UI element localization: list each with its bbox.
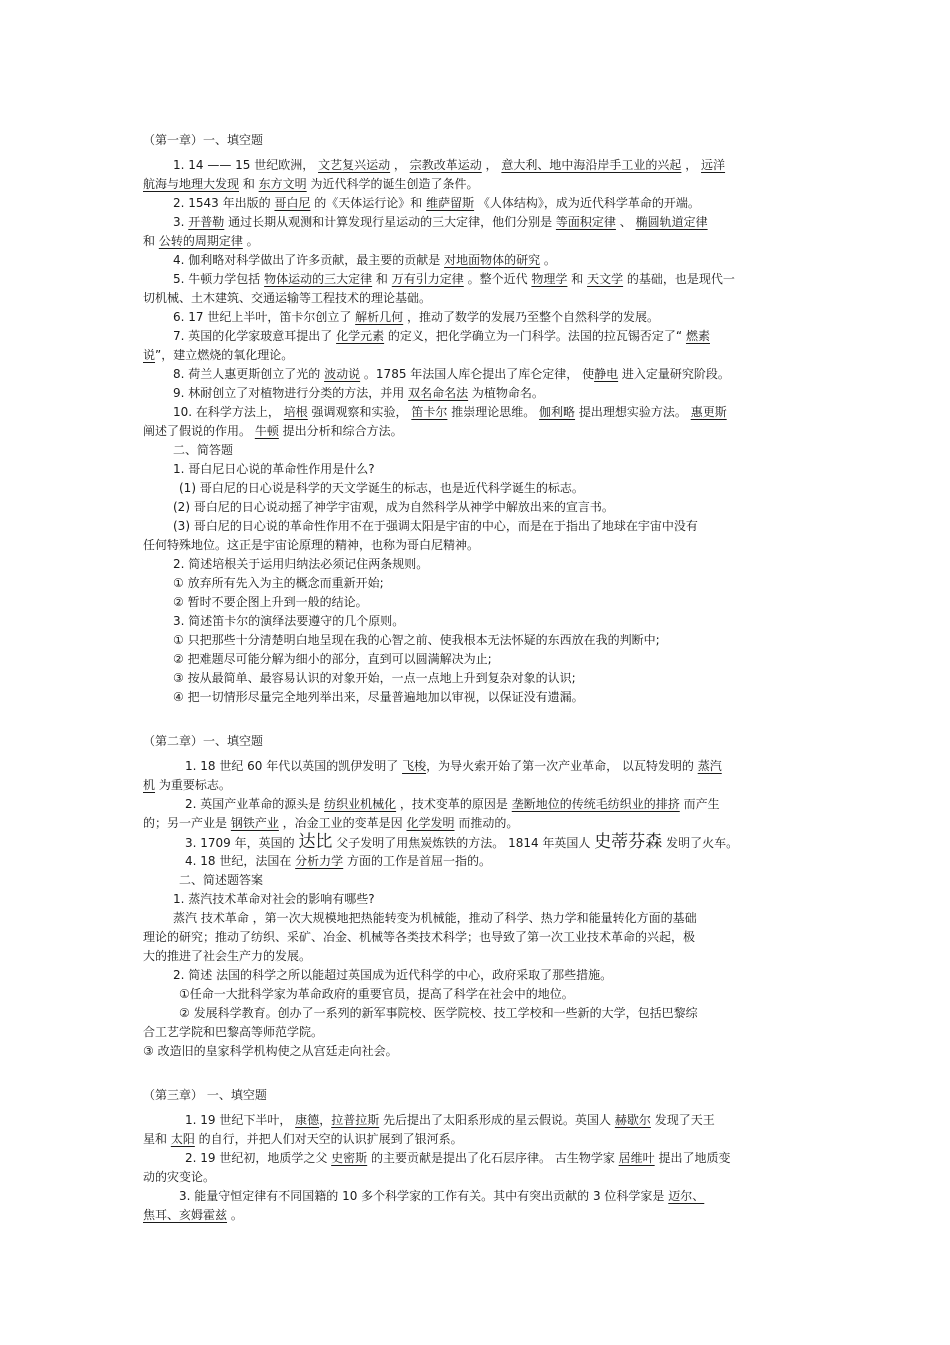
- answer-blank: 蒸汽: [697, 759, 722, 773]
- text-line: [143, 890, 808, 909]
- text-run: 2. 英国产业革命的源头是: [185, 797, 325, 811]
- text-run: 和: [372, 272, 392, 286]
- text-line: [143, 156, 808, 175]
- answer-blank: 居维叶: [618, 1151, 655, 1165]
- text-run: ，: [390, 158, 410, 172]
- text-run: 星和: [143, 1132, 171, 1146]
- answer-blank: 万有引力定律: [391, 272, 464, 286]
- answer-blank: 哥白尼: [274, 196, 311, 210]
- answer-blank: 物理学: [531, 272, 568, 286]
- text-run: 1. 蒸汽技术革命对社会的影响有哪些?: [173, 892, 375, 906]
- chapter-2-fill-blanks: [143, 757, 808, 871]
- text-run: ，技术变革的原因是: [396, 797, 512, 811]
- text-run: 。: [227, 1208, 243, 1222]
- chapter-3: [143, 1086, 808, 1225]
- chapter-2: [143, 732, 808, 1061]
- text-line: [143, 365, 808, 384]
- text-run: 3.: [173, 215, 189, 229]
- text-line: [143, 498, 808, 517]
- text-line: [143, 1004, 808, 1023]
- text-run: 蒸汽 技术革命 ，第一次大规模地把热能转变为机械能，推动了科学、热力学和能量转化方面的基础: [173, 911, 697, 925]
- text-line: [143, 909, 808, 928]
- text-line: [143, 852, 808, 871]
- text-run: ”，建立燃烧的氧化理论。: [155, 348, 294, 362]
- text-run: ，为导火索开始了第一次产业革命， 以瓦特发明的: [426, 759, 698, 773]
- text-run: 而产生: [679, 797, 720, 811]
- text-run: 2. 19 世纪初，地质学之父: [185, 1151, 332, 1165]
- answer-blank: 意大利、地中海沿岸手工业的兴起: [501, 158, 682, 172]
- answer-blank: 椭圆轨道定律: [635, 215, 708, 229]
- text-line: [143, 1130, 808, 1149]
- text-run: 大的推进了社会生产力的发展。: [143, 949, 312, 963]
- text-run: ，: [481, 158, 502, 172]
- text-line: [143, 1149, 808, 1168]
- text-run: 8. 荷兰人惠更斯创立了光的: [173, 367, 325, 381]
- text-run: 7. 英国的化学家玻意耳提出了: [173, 329, 337, 343]
- answer-blank: 说: [143, 348, 156, 362]
- text-line: [143, 669, 808, 688]
- text-line: [143, 574, 808, 593]
- answer-blank: 物体运动的三大定律: [264, 272, 373, 286]
- answer-blank: 对地面物体的研究: [444, 253, 541, 267]
- text-run: 1. 18 世纪 60 年代以英国的凯伊发明了: [185, 759, 403, 773]
- text-run: ，: [681, 158, 702, 172]
- text-run: ① 只把那些十分清楚明白地呈现在我的心智之前、使我根本无法怀疑的东西放在我的判断中;: [173, 633, 660, 647]
- text-run: 和: [143, 234, 159, 248]
- text-line: [143, 757, 808, 776]
- text-run: 任何特殊地位。这正是宇宙论原理的精神，也称为哥白尼精神。: [143, 538, 480, 552]
- answer-blank: 波动说: [324, 367, 361, 381]
- text-line: [143, 814, 808, 833]
- text-run: 。整个近代: [463, 272, 532, 286]
- text-run: 提出了地质变: [654, 1151, 731, 1165]
- text-run: 先后提出了太阳系形成的星云假说。英国人: [379, 1113, 615, 1127]
- text-run: 发明了火车。: [662, 836, 739, 850]
- text-run: 的主要贡献是提出了化石层序律。 古生物学家: [367, 1151, 619, 1165]
- text-run: 提出理想实验方法。: [575, 405, 691, 419]
- answer-blank: 飞梭: [402, 759, 427, 773]
- text-run: ④ 把一切情形尽量完全地列举出来，尽量普遍地加以审视，以保证没有遗漏。: [173, 690, 584, 704]
- text-run: ① 放弃所有先入为主的概念而重新开始;: [173, 576, 384, 590]
- text-run: 通过长期从观测和计算发现行星运动的三大定律，他们分别是: [224, 215, 556, 229]
- text-run: 的；另一产业是: [143, 816, 231, 830]
- text-line: [143, 795, 808, 814]
- text-line: [143, 517, 808, 536]
- chapter-3-heading: （第三章） 一、填空题: [143, 1088, 267, 1102]
- text-line: [143, 966, 808, 985]
- text-run: ② 发展科学教育。创办了一系列的新军事院校、医学院校、技工学校和一些新的大学，包括巴黎综: [179, 1006, 698, 1020]
- text-run: 动的灾变论。: [143, 1170, 216, 1184]
- answer-blank: 宗教改革运动: [409, 158, 482, 172]
- answer-blank: 笛卡尔: [411, 405, 448, 419]
- text-line: [143, 688, 808, 707]
- text-run: (3) 哥白尼的日心说的革命性作用不在于强调太阳是宇宙的中心，而是在于指出了地球在宇宙中没有: [173, 519, 698, 533]
- text-run: 9. 林耐创立了对植物进行分类的方法，并用: [173, 386, 409, 400]
- text-line: [143, 1023, 808, 1042]
- text-run: 合工艺学院和巴黎高等师范学院。: [143, 1025, 324, 1039]
- text-line: [143, 1042, 808, 1061]
- text-line: [143, 327, 808, 346]
- chapter-1-short-answers: [143, 460, 808, 707]
- text-run: 5. 牛顿力学包括: [173, 272, 265, 286]
- text-run: 的定义，把化学确立为一门科学。法国的拉瓦锡否定了“: [384, 329, 686, 343]
- text-line: [143, 175, 808, 194]
- answer-blank: 机: [143, 778, 156, 792]
- answer-blank: 培根: [283, 405, 308, 419]
- text-run: 进入定量研究阶段。: [618, 367, 730, 381]
- chapter-1-short-heading: 二、简答题: [173, 443, 234, 457]
- text-line: [143, 833, 808, 852]
- text-run: 方面的工作是首屈一指的。: [343, 854, 492, 868]
- answer-blank: 惠更斯: [690, 405, 727, 419]
- answer-blank: 伽利略: [539, 405, 576, 419]
- text-run: 。1785 年法国人库仑提出了库仑定律， 使: [360, 367, 595, 381]
- text-run: 1. 14 —— 15 世纪欧洲，: [173, 158, 319, 172]
- answer-blank: 垄断地位的传统毛纺织业的排挤: [511, 797, 680, 811]
- text-line: [143, 251, 808, 270]
- answer-blank: 纺织业机械化: [324, 797, 397, 811]
- text-run: 。: [242, 234, 259, 248]
- text-run: ② 暂时不要企图上升到一般的结论。: [173, 595, 368, 609]
- text-line: [143, 403, 808, 422]
- text-line: [143, 1111, 808, 1130]
- answer-blank: 公转的周期定律: [158, 234, 243, 248]
- answer-blank: 远洋: [701, 158, 726, 172]
- text-run: 提出分析和综合方法。: [278, 424, 403, 438]
- text-run: 2. 简述培根关于运用归纳法必须记住两条规则。: [173, 557, 429, 571]
- text-run: 而推动的。: [454, 816, 519, 830]
- text-run: 2. 简述 法国的科学之所以能超过英国成为近代科学的中心，政府采取了那些措施。: [173, 968, 613, 982]
- text-run: 阐述了假说的作用。: [143, 424, 255, 438]
- chapter-3-fill-blanks: [143, 1111, 808, 1225]
- answer-blank: 太阳: [170, 1132, 195, 1146]
- text-run: 、: [615, 215, 636, 229]
- text-run: ，推动了数学的发展乃至整个自然科学的发展。: [403, 310, 660, 324]
- text-line: [143, 650, 808, 669]
- text-run: 3. 1709 年，英国的: [185, 836, 299, 850]
- text-line: [143, 194, 808, 213]
- text-line: [143, 985, 808, 1004]
- answer-blank: 钢铁产业: [230, 816, 279, 830]
- text-run: 和: [567, 272, 588, 286]
- text-run: ③ 按从最简单、最容易认识的对象开始，一点一点地上升到复杂对象的认识;: [173, 671, 576, 685]
- text-line: [143, 947, 808, 966]
- text-line: [143, 232, 808, 251]
- text-run: ② 把难题尽可能分解为细小的部分，直到可以圆满解决为止;: [173, 652, 492, 666]
- text-run: 1. 哥白尼日心说的革命性作用是什么?: [173, 462, 375, 476]
- answer-blank: 牛顿: [254, 424, 279, 438]
- text-run: 10. 在科学方法上，: [173, 405, 284, 419]
- text-line: [143, 1206, 808, 1225]
- answer-blank: 化学元素: [336, 329, 385, 343]
- text-run: 为植物命名。: [468, 386, 544, 400]
- answer-blank: 赫歇尔: [614, 1113, 651, 1127]
- answer-blank: 东方文明: [258, 177, 307, 191]
- text-run: 的基础，也是现代一: [623, 272, 735, 286]
- answer-blank: 燃素: [685, 329, 710, 343]
- chapter-2-short-answers: [143, 890, 808, 1061]
- text-run: 父子发明了用焦炭炼铁的方法。 1814 年英国人: [332, 836, 595, 850]
- answer-large: 达比: [298, 832, 333, 852]
- text-run: 2. 1543 年出版的: [173, 196, 275, 210]
- text-line: [143, 308, 808, 327]
- answer-large: 史蒂芬森: [594, 832, 663, 852]
- text-run: 6. 17 世纪上半叶，笛卡尔创立了: [173, 310, 356, 324]
- text-run: ，: [319, 1113, 332, 1127]
- text-run: ③ 改造旧的皇家科学机构使之从宫廷走向社会。: [143, 1044, 398, 1058]
- answer-blank: 等面积定律: [555, 215, 616, 229]
- text-run: 和: [239, 177, 259, 191]
- chapter-1: [143, 131, 808, 707]
- chapter-2-heading: （第二章）一、填空题: [143, 734, 264, 748]
- chapter-1-heading: （第一章）一、填空题: [143, 133, 264, 147]
- text-line: [143, 1168, 808, 1187]
- text-line: [143, 631, 808, 650]
- answer-blank: 天文学: [587, 272, 624, 286]
- text-line: [143, 479, 808, 498]
- text-run: 发现了天王: [650, 1113, 715, 1127]
- answer-blank: 史密斯: [331, 1151, 368, 1165]
- answer-blank: 分析力学: [295, 854, 344, 868]
- text-line: [143, 270, 808, 289]
- text-line: [143, 422, 808, 441]
- answer-blank: 维萨留斯: [426, 196, 475, 210]
- text-run: 3. 简述笛卡尔的演绎法要遵守的几个原则。: [173, 614, 405, 628]
- text-run: 。: [540, 253, 556, 267]
- text-line: [143, 1187, 808, 1206]
- answer-blank: 解析几何: [355, 310, 404, 324]
- document-page: [143, 128, 808, 1225]
- text-line: [143, 213, 808, 232]
- text-run: 为重要标志。: [155, 778, 231, 792]
- answer-blank: 静电: [594, 367, 619, 381]
- answer-blank: 焦耳、亥姆霍兹: [143, 1208, 228, 1222]
- text-line: [143, 460, 808, 479]
- text-line: [143, 612, 808, 631]
- text-run: 的自行，并把人们对天空的认识扩展到了银河系。: [194, 1132, 463, 1146]
- answer-blank: 文艺复兴运动: [318, 158, 391, 172]
- answer-blank: 康德: [295, 1113, 320, 1127]
- text-run: 《人体结构》，成为近代科学革命的开端。: [474, 196, 700, 210]
- text-run: 4. 伽利略对科学做出了许多贡献，最主要的贡献是: [173, 253, 445, 267]
- text-line: [143, 384, 808, 403]
- answer-blank: 航海与地理大发现: [143, 177, 240, 191]
- answer-blank: 双名命名法: [408, 386, 469, 400]
- text-line: [143, 593, 808, 612]
- text-run: 理论的研究；推动了纺织、采矿、冶金、机械等各类技术科学；也导致了第一次工业技术革命的兴起，极: [143, 930, 696, 944]
- text-run: 切机械、土木建筑、交通运输等工程技术的理论基础。: [143, 291, 432, 305]
- text-run: (1) 哥白尼的日心说是科学的天文学诞生的标志，也是近代科学诞生的标志。: [179, 481, 584, 495]
- text-run: 为近代科学的诞生创造了条件。: [306, 177, 479, 191]
- text-run: 强调观察和实验，: [307, 405, 412, 419]
- answer-blank: 开普勒: [188, 215, 225, 229]
- text-line: [143, 346, 808, 365]
- chapter-2-short-heading: 二、简述题答案: [179, 873, 264, 887]
- text-line: [143, 289, 808, 308]
- text-line: [143, 928, 808, 947]
- text-line: [143, 555, 808, 574]
- text-run: 1. 19 世纪下半叶，: [185, 1113, 296, 1127]
- text-run: 推崇理论思维。: [447, 405, 540, 419]
- text-run: (2) 哥白尼的日心说动摇了神学宇宙观，成为自然科学从神学中解放出来的宣言书。: [173, 500, 614, 514]
- answer-blank: 拉普拉斯: [331, 1113, 380, 1127]
- text-run: 4. 18 世纪，法国在: [185, 854, 296, 868]
- text-run: ①任命一大批科学家为革命政府的重要官员，提高了科学在社会中的地位。: [179, 987, 574, 1001]
- text-run: ，冶金工业的变革是因: [278, 816, 407, 830]
- chapter-1-fill-blanks: [143, 156, 808, 441]
- text-line: [143, 536, 808, 555]
- text-line: [143, 776, 808, 795]
- text-run: 的《天体运行论》和: [310, 196, 427, 210]
- text-run: 3. 能量守恒定律有不同国籍的 10 多个科学家的工作有关。其中有突出贡献的 3 位科学家是: [179, 1189, 669, 1203]
- answer-blank: 迈尔、: [668, 1189, 705, 1203]
- answer-blank: 化学发明: [406, 816, 455, 830]
